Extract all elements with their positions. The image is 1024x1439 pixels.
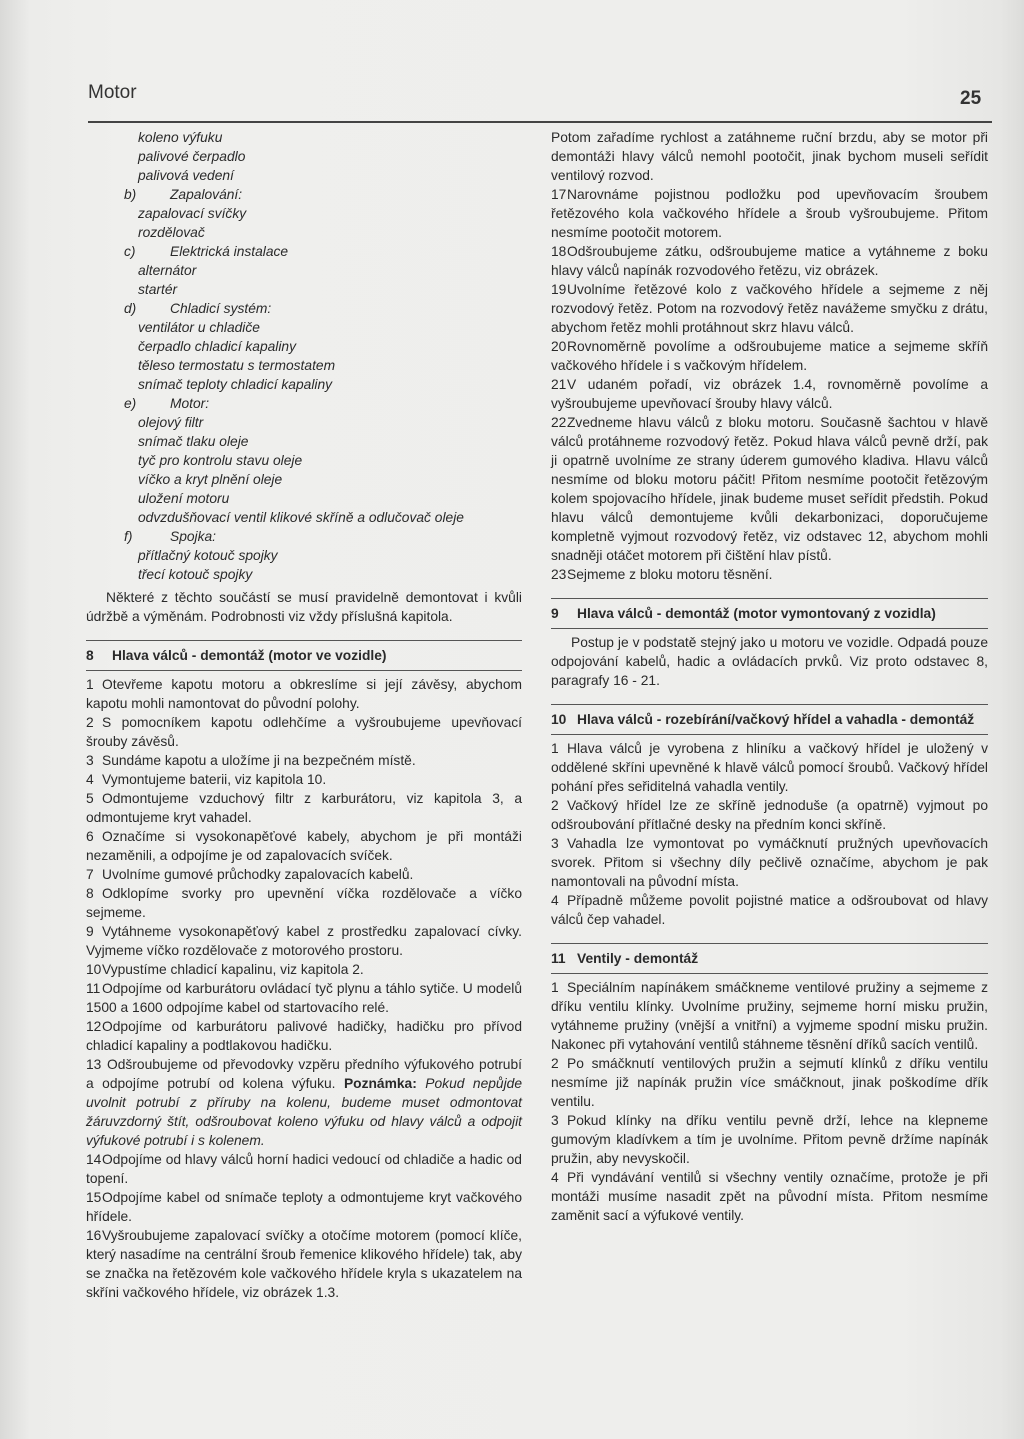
paragraph-text: Vymontujeme baterii, viz kapitola 10. [102,772,327,787]
paragraph-number: 10 [86,962,102,977]
right-column [551,128,988,1225]
list-group-heading [86,242,522,261]
numbered-paragraph [551,1054,988,1111]
note-text: Pokud nepůjde uvolnit potrubí z příruby na kolenu, budeme muset odmontovat žáruvzdorný štít, odšroubovat koleno výfuku od hlavy válců a odpojit výfukové potrubí i s kolenem. [86,1076,522,1148]
section-rule [551,628,988,629]
paragraph-number: 2 [551,798,559,813]
paragraph-text: Odpojíme kabel od snímače teploty a odmontujeme kryt vačkového hřídele. [86,1190,522,1224]
paragraph-text: Vačkový hřídel lze ze skříně jednoduše (a opatrně) vyjmout po odšroubování přítlačné desky na předním konci skříně. [551,798,988,832]
numbered-paragraph [86,751,522,770]
numbered-paragraph [551,413,988,565]
section-10-paragraphs [551,739,988,929]
paragraph-text: Odpojíme od karburátoru ovládací tyč plynu a táhlo sytiče. U modelů 1500 a 1600 odpojíme kabel od startovacího relé. [86,981,522,1015]
continuation-text: Potom zařadíme rychlost a zatáhneme ruční brzdu, aby se motor při demontáži hlavy válců nemohl pootočit, jinak bychom museli seřídit ventilový rozvod. [551,130,988,183]
numbered-paragraph [551,337,988,375]
paragraph-text: Hlava válců je vyrobena z hliníku a vačkový hřídel je uložený v oddělené skříni upevněné k hlavě válců pomocí šroubů. Vačkový hřídel pohání přes seřiditelná vahadla ventily. [551,741,988,794]
paragraph-number: 4 [551,893,559,908]
list-item: palivové čerpadlo [138,149,246,164]
left-column [86,128,522,1302]
section-9-heading [551,599,988,628]
numbered-paragraph [86,1150,522,1188]
section-9-text: Postup je v podstatě stejný jako u motoru ve vozidle. Odpadá pouze odpojování kabelů, hadic a ovládacích prvků. Viz proto odstavec 8, paragrafy 16 - 21. [551,635,988,688]
numbered-paragraph [551,185,988,242]
numbered-paragraph [86,1017,522,1055]
numbered-paragraph [551,1168,988,1225]
list-heading: Spojka: [170,529,217,544]
paragraph-text: Vyšroubujeme zapalovací svíčky a otočíme motorem (pomocí klíče, který nasadíme na centrální šroub řemenice klikového hřídele) tak, aby se značka na řetězovém kole vačkového hřídele kryla s ukazatelem na skříni vačkového hřídele, viz obrázek 1.3. [86,1228,522,1300]
paragraph-number: 18 [551,244,567,259]
list-item: rozdělovač [138,225,205,240]
list-item: čerpadlo chladicí kapaliny [138,339,296,354]
section-number: 10 [551,712,567,727]
component-list [86,128,522,584]
paragraph-number: 16 [86,1228,102,1243]
paragraph-number: 5 [86,791,94,806]
paragraph-number: 19 [551,282,567,297]
list-item: odvzdušňovací ventil klikové skříně a odlučovač oleje [138,510,464,525]
list-letter [86,242,138,261]
list-group-heading [86,394,522,413]
running-title: Motor [88,82,137,103]
section-10 [551,704,988,929]
numbered-paragraph [551,565,988,584]
list-letter [86,299,138,318]
paragraph-text: Uvolníme gumové průchodky zapalovacích kabelů. [102,867,414,882]
section-title: Hlava válců - demontáž (motor vymontovaný z vozidla) [577,606,936,621]
paragraph-text: S pomocníkem kapotu odlehčíme a vyšroubujeme upevňovací šrouby závěsů. [86,715,522,749]
numbered-paragraph [86,884,522,922]
paragraph-number: 23 [551,567,567,582]
note-label: Poznámka: [343,1076,417,1091]
paragraph-number: 8 [86,886,94,901]
numbered-paragraph [86,770,522,789]
list-spacer [138,394,170,413]
numbered-paragraph [86,979,522,1017]
section-8-paragraphs-after [86,1150,522,1302]
paragraph-text: Rovnoměrně povolíme a odšroubujeme matice a sejmeme skříň vačkového hřídele i s vačkovým hřídelem. [551,339,988,373]
paragraph-text: Odpojíme od hlavy válců horní hadici vedoucí od chladiče a hadic od topení. [86,1152,522,1186]
paragraph-number: 3 [86,753,94,768]
section-11-heading [551,944,988,973]
paragraph-text: Odpojíme od karburátoru palivové hadičky, hadičku pro přívod chladicí kapaliny a podtlakovou hadičku. [86,1019,522,1053]
list-heading: Motor: [170,396,210,411]
numbered-paragraph [86,713,522,751]
list-letter-text: c) [124,244,136,259]
paragraph-text: Odšroubujeme od převodovky vzpěru předního výfukového potrubí a odpojíme potrubí od kolena výfuku. [86,1057,522,1091]
list-group-heading [86,299,522,318]
numbered-paragraph [551,375,988,413]
paragraph-number: 2 [551,1056,559,1071]
section-rule [551,973,988,974]
list-item: koleno výfuku [138,130,223,145]
section-title: Ventily - demontáž [577,951,699,966]
numbered-paragraph [551,242,988,280]
section-11 [551,943,988,1225]
paragraph-text: Odklopíme svorky pro upevnění víčka rozdělovače a víčko sejmeme. [86,886,522,920]
list-letter-text: b) [124,187,137,202]
numbered-paragraph [551,834,988,891]
numbered-paragraph [551,978,988,1054]
list-item: těleso termostatu s termostatem [138,358,336,373]
numbered-paragraph [86,675,522,713]
list-heading: Chladicí systém: [170,301,272,316]
paragraph-number: 20 [551,339,567,354]
paragraph-text: Po smáčknutí ventilových pružin a sejmutí klínků z dříku ventilu nesmíme již napínák pružin více smáčknout, jinak poškodíme dřík ventilu. [551,1056,988,1109]
paragraph-number: 17 [551,187,567,202]
list-heading: Elektrická instalace [170,244,289,259]
paragraph-number: 13 [86,1057,102,1072]
paragraph-text: Zvedneme hlavu válců z bloku motoru. Současně šachtou v hlavě válců protáhneme rozvodový řetěz. Pokud hlava válců pevně drží, pak ji opatrně uvolníme ze strany úderem gumového kladiva. Hlavu válců nesmíme od bloku motoru páčit! Přitom nesmíme pootočit řetězovým kolem spojovacího hřídele, jinak budeme muset seřídit předstih. Pokud hlavu válců demontujeme kvůli dekarbonizaci, doporučujeme kompletně vyjmout rozvodový řetěz, viz odstavec 12, abychom mohli snadněji otáčet motorem při čištění hlav pístů. [551,415,988,563]
list-item: zapalovací svíčky [138,206,247,221]
paragraph-number: 1 [551,980,559,995]
list-spacer [138,185,170,204]
paragraph-number: 1 [86,677,94,692]
paragraph-number: 6 [86,829,94,844]
paragraph-number: 11 [86,981,101,996]
paragraph-text: Pokud klínky na dříku ventilu pevně drží, lehce na klepneme gumovým kladívkem a tím je uvolníme. Přitom pevně držíme napínák pružin, aby nevyskočil. [551,1113,988,1166]
paragraph-text: Uvolníme řetězové kolo z vačkového hřídele a sejmeme z něj rozvodový řetěz. Potom na rozvodový řetěz navážeme smyčku z drátu, abychom řetěz mohli protáhnout skrz hlavu válců. [551,282,988,335]
paragraph-text: Vytáhneme vysokonapěťový kabel z prostředku zapalovací cívky. Vyjmeme víčko rozdělovače z motorového prostoru. [86,924,522,958]
list-item: alternátor [138,263,197,278]
numbered-paragraph [551,1111,988,1168]
paragraph-text: Speciálním napínákem smáčkneme ventilové pružiny a sejmeme z dříku ventilu klínky. Uvolníme pružiny, sejmeme horní misku pružin, vytáhneme pružiny (vnější a vnitřní) a vyjmeme spodní misku pružin. Nakonec při vytahování ventilů stáhneme těsnění dříků sacích ventilů. [551,980,988,1052]
numbered-paragraph [551,739,988,796]
list-group-heading [86,185,522,204]
paragraph-text: Při vyndávání ventilů si všechny ventily označíme, protože je při montáži musíme nasadit zpět na původní místa. Přitom nesmíme zaměnit sací a výfukové ventily. [551,1170,988,1223]
numbered-paragraph [86,922,522,960]
paragraph-13 [86,1055,522,1150]
paragraph-number: 21 [551,377,567,392]
list-spacer [138,299,170,318]
paragraph-text: V udaném pořadí, viz obrázek 1.4, rovnoměrně povolíme a vyšroubujeme upevňovací šrouby hlavy válců. [551,377,988,411]
paragraph-number: 15 [86,1190,102,1205]
paragraph-number: 3 [551,1113,559,1128]
page-number: 25 [960,88,982,109]
numbered-paragraph [86,960,522,979]
section-number: 9 [551,606,559,621]
list-letter [86,394,138,413]
paragraph-text: Sundáme kapotu a uložíme ji na bezpečném místě. [102,753,416,768]
numbered-paragraph [551,280,988,337]
section-number: 11 [551,951,566,966]
list-item: olejový filtr [138,415,204,430]
numbered-paragraph [86,865,522,884]
numbered-paragraph [86,827,522,865]
paragraph-text: Sejmeme z bloku motoru těsnění. [567,567,773,582]
paragraph-text: Odšroubujeme zátku, odšroubujeme matice a vytáhneme z boku hlavy válců napínák rozvodového řetězu, viz obrázek. [551,244,988,278]
section-8-heading [86,641,522,670]
paragraph-number: 22 [551,415,567,430]
section-10-heading [551,705,988,734]
list-letter [86,527,138,546]
list-letter-text: f) [124,529,133,544]
list-heading: Zapalování: [170,187,243,202]
paragraph-number: 12 [86,1019,102,1034]
numbered-paragraph [86,1226,522,1302]
list-letter-text: e) [124,396,137,411]
paragraph-number: 2 [86,715,94,730]
list-note: Některé z těchto součástí se musí pravidelně demontovat i kvůli údržbě a výměnám. Podrobnosti viz vždy příslušná kapitola. [86,590,522,624]
right-paragraphs [551,185,988,584]
section-8-paragraphs [86,675,522,1055]
section-title: Hlava válců - demontáž (motor ve vozidle) [112,648,387,663]
paragraph-number: 14 [86,1152,102,1167]
list-group-heading [86,527,522,546]
paragraph-number: 3 [551,836,559,851]
section-rule [86,670,522,671]
paragraph-number: 7 [86,867,94,882]
list-item: startér [138,282,178,297]
paragraph-text: Případně můžeme povolit pojistné matice a odšroubovat od hlavy válců čep vahadel. [551,893,988,927]
paragraph-text: Označíme si vysokonapěťové kabely, abychom je při montáži nezaměnili, a odpojíme je od zapalovacích svíček. [86,829,522,863]
numbered-paragraph [86,789,522,827]
list-spacer [138,242,170,261]
list-item: víčko a kryt plnění oleje [138,472,283,487]
paragraph-text: Vahadla lze vymontovat po vymáčknutí pružných upevňovacích svorek. Přitom si všechny díly pečlivě označíme, abychom je pak namontovali na původní místa. [551,836,988,889]
list-item: ventilátor u chladiče [138,320,260,335]
paragraph-number: 4 [551,1170,559,1185]
paragraph-number: 9 [86,924,94,939]
list-item: třecí kotouč spojky [138,567,253,582]
numbered-paragraph [86,1188,522,1226]
header-rule [88,121,992,123]
section-8 [86,640,522,1302]
paragraph-text: Narovnáme pojistnou podložku pod upevňovacím šroubem řetězového kola vačkového hřídele a šroub vyšroubujeme. Přitom nesmíme pootočit motorem. [551,187,988,240]
list-item: snímač tlaku oleje [138,434,249,449]
list-item: palivová vedení [138,168,234,183]
paragraph-text: Odmontujeme vzduchový filtr z karburátoru, viz kapitola 3, a odmontujeme kryt vahadel. [86,791,522,825]
section-9 [551,598,988,690]
paragraph-text: Vypustíme chladicí kapalinu, viz kapitola 2. [102,962,364,977]
paragraph-number: 1 [551,741,559,756]
section-number: 8 [86,648,94,663]
list-item: tyč pro kontrolu stavu oleje [138,453,303,468]
paragraph-text: Otevřeme kapotu motoru a obkreslíme si její závěsy, abychom kapotu mohli namontovat do původní polohy. [86,677,522,711]
list-item: přítlačný kotouč spojky [138,548,278,563]
list-item: snímač teploty chladicí kapaliny [138,377,333,392]
section-rule [551,734,988,735]
list-item: uložení motoru [138,491,230,506]
list-letter-text: d) [124,301,137,316]
numbered-paragraph [551,891,988,929]
section-11-paragraphs [551,978,988,1225]
numbered-paragraph [551,796,988,834]
list-letter [86,185,138,204]
section-title: Hlava válců - rozebírání/vačkový hřídel a vahadla - demontáž [577,712,975,727]
list-spacer [138,527,170,546]
paragraph-number: 4 [86,772,94,787]
